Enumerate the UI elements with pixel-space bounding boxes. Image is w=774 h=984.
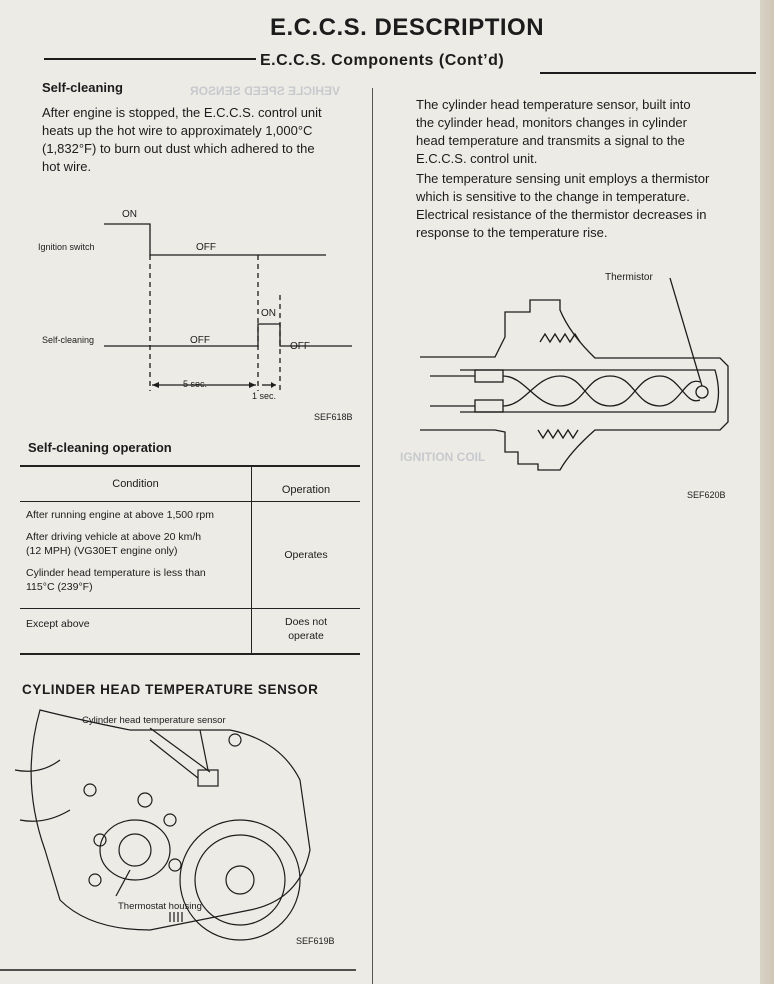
ignition-on-label: ON — [122, 209, 137, 220]
text-line: The cylinder head temperature sensor, built into — [416, 97, 691, 112]
condition-line: (12 MPH) (VG30ET engine only) — [26, 545, 178, 557]
twisted-wire — [503, 376, 700, 406]
condition-line: Cylinder head temperature is less than — [26, 567, 206, 579]
page-title: E.C.C.S. DESCRIPTION — [270, 14, 545, 41]
operate-text: operate — [288, 630, 324, 642]
header-rule-left — [44, 58, 256, 60]
cleaning-off-before-label: OFF — [190, 335, 210, 346]
condition-header: Condition — [20, 466, 252, 502]
terminal — [475, 370, 503, 382]
condition-line: After running engine at above 1,500 rpm — [26, 509, 214, 521]
table-row — [20, 609, 360, 655]
pulley-hub — [226, 866, 254, 894]
timing-chart — [0, 195, 372, 430]
thermostat-housing-shape — [100, 820, 170, 880]
figure-code: SEF618B — [314, 412, 353, 422]
text-line: E.C.C.S. control unit. — [416, 151, 538, 166]
thread-top — [540, 334, 580, 342]
figure-code: SEF619B — [296, 936, 335, 946]
delay-label: 5 sec. — [183, 379, 208, 389]
bolt-shape — [89, 874, 101, 886]
housing-label: Thermostat housing — [118, 901, 202, 912]
thermistor-diagram — [400, 262, 760, 507]
page-edge — [760, 0, 774, 984]
table-row — [20, 502, 360, 609]
cleaning-off-after-label: OFF — [290, 341, 310, 352]
pulley-outer — [180, 820, 300, 940]
text-line: heats up the hot wire to approximately 1,000°C — [42, 123, 313, 138]
operates-cell: Operates — [252, 502, 361, 609]
text-line: (1,832°F) to burn out dust which adhered to the — [42, 141, 315, 156]
does-not-operate-cell — [252, 609, 361, 655]
sensor-body — [198, 770, 218, 786]
leader-line — [116, 870, 130, 896]
pulse-label: 1 sec. — [252, 391, 277, 401]
cleaning-on-label: ON — [261, 308, 276, 319]
bolt-shape — [84, 784, 96, 796]
ignition-off-label: OFF — [196, 242, 216, 253]
bleed-through-text: VEHICLE SPEED SENSOR — [190, 84, 341, 98]
text-line: After engine is stopped, the E.C.C.S. control unit — [42, 105, 322, 120]
cht-sensor-heading: CYLINDER HEAD TEMPERATURE SENSOR — [22, 682, 319, 697]
bolt-shape — [164, 814, 176, 826]
text-line: response to the temperature rise. — [416, 225, 608, 240]
sensor-wire — [200, 730, 208, 770]
thermostat-cap — [119, 834, 151, 866]
hose-line — [20, 810, 70, 821]
text-line: the cylinder head, monitors changes in cylinder — [416, 115, 687, 130]
thermistor-bead — [696, 386, 708, 398]
condition-cell — [20, 502, 252, 609]
bolt-shape — [138, 793, 152, 807]
text-line: which is sensitive to the change in temperature. — [416, 189, 690, 204]
self-cleaning-heading: Self-cleaning — [42, 80, 123, 95]
ignition-switch-label: Ignition switch — [38, 242, 95, 252]
figure-code: SEF620B — [687, 490, 726, 500]
text-line: hot wire. — [42, 159, 92, 174]
engine-illustration — [0, 700, 372, 984]
thermistor-label: Thermistor — [605, 272, 653, 283]
cht-description-paragraph — [416, 96, 750, 242]
hose-line — [15, 760, 60, 771]
sensor-housing — [420, 300, 728, 470]
text-line: head temperature and transmits a signal to the — [416, 133, 685, 148]
bolt-shape — [169, 859, 181, 871]
twisted-wire — [503, 376, 700, 406]
self-cleaning-signal — [104, 324, 352, 346]
text-line: The temperature sensing unit employs a thermistor — [416, 171, 710, 186]
table-header-row — [20, 466, 360, 502]
self-cleaning-paragraph — [42, 104, 374, 176]
text-line: Electrical resistance of the thermistor decreases in — [416, 207, 707, 222]
section-subtitle: E.C.C.S. Components (Cont’d) — [260, 52, 505, 69]
bleed-through-text: IGNITION COIL — [400, 450, 486, 464]
condition-line: After driving vehicle at above 20 km/h — [26, 531, 202, 543]
header-rule-right — [540, 72, 756, 74]
except-condition-cell: Except above — [20, 609, 252, 655]
operation-header: Operation — [252, 466, 361, 502]
housing-bracket — [170, 912, 182, 922]
column-divider — [372, 88, 373, 984]
self-cleaning-operation-table — [20, 465, 360, 655]
self-cleaning-label: Self-cleaning — [42, 335, 95, 345]
terminal — [475, 400, 503, 412]
thread-bottom — [538, 430, 578, 438]
inner-cavity — [460, 370, 719, 412]
operation-table-heading: Self-cleaning operation — [28, 440, 172, 455]
sensor-label: Cylinder head temperature sensor — [82, 715, 226, 726]
does-not-text: Does not — [284, 616, 328, 628]
bolt-shape — [229, 734, 241, 746]
condition-line: 115°C (239°F) — [26, 581, 93, 593]
